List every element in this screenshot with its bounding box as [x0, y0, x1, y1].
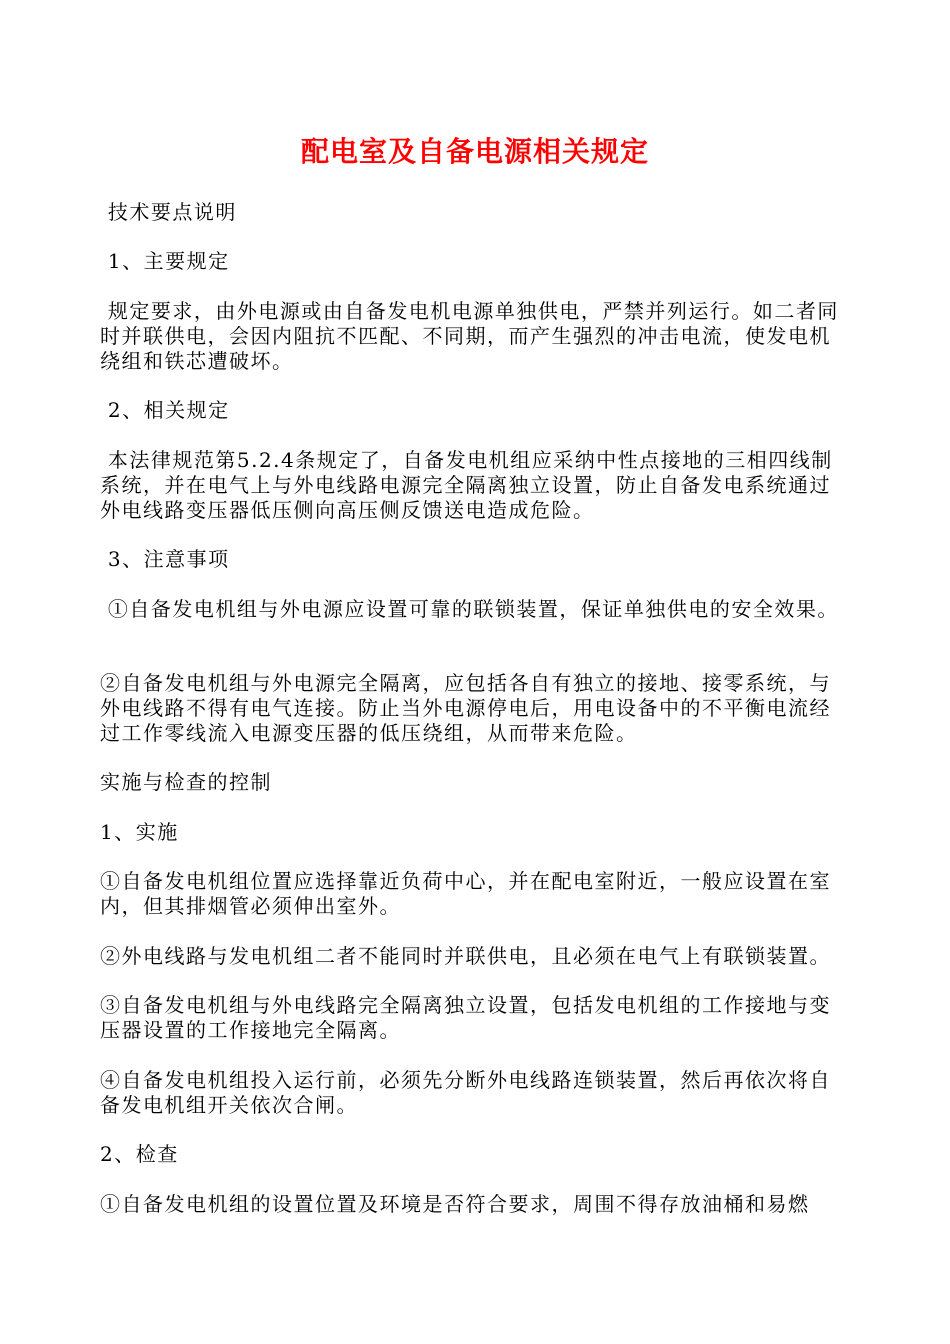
paragraph-implementation-4: ④自备发电机组投入运行前，必须先分断外电线路连锁装置，然后再依次将自备发电机组开关依次合闸。 — [100, 1068, 831, 1117]
paragraph-note-2: ②自备发电机组与外电源完全隔离，应包括各自有独立的接地、接零系统，与外电线路不得有电气连接。防止当外电源停电后，用电设备中的不平衡电流经过工作零线流入电源变压器的低压绕组，从而带来危险。 — [100, 671, 831, 745]
section-heading-implementation-control: 实施与检查的控制 — [100, 770, 272, 794]
document-title: 配电室及自备电源相关规定 — [300, 135, 649, 168]
section-heading-inspection: 2、检查 — [100, 1142, 179, 1166]
section-heading-main-rules: 1、主要规定 — [100, 249, 230, 273]
paragraph-implementation-1: ①自备发电机组位置应选择靠近负荷中心，并在配电室附近，一般应设置在室内，但其排烟管必须伸出室外。 — [100, 869, 831, 918]
paragraph-inspection-1: ①自备发电机组的设置位置及环境是否符合要求，周围不得存放油桶和易燃 — [100, 1192, 810, 1216]
section-heading-implementation: 1、实施 — [100, 820, 179, 844]
section-heading-related-rules: 2、相关规定 — [100, 398, 230, 422]
paragraph-implementation-3: ③自备发电机组与外电线路完全隔离独立设置，包括发电机组的工作接地与变压器设置的工作接地完全隔离。 — [100, 993, 831, 1042]
paragraph-implementation-2: ②外电线路与发电机组二者不能同时并联供电，且必须在电气上有联锁装置。 — [100, 944, 831, 968]
paragraph-related-rules: 本法律规范第5.2.4条规定了，自备发电机组应采纳中性点接地的三相四线制系统，并在电气上与外电线路电源完全隔离独立设置，防止自备发电系统通过外电线路变压器低压侧向高压侧反馈送电造成危险。 — [100, 448, 833, 522]
section-heading-notes: 3、注意事项 — [100, 547, 230, 571]
paragraph-note-1: ①自备发电机组与外电源应设置可靠的联锁装置，保证单独供电的安全效果。 — [100, 597, 839, 621]
paragraph-main-rules: 规定要求，由外电源或由自备发电机电源单独供电，严禁并列运行。如二者同时并联供电，会因内阻抗不匹配、不同期，而产生强烈的冲击电流，使发电机绕组和铁芯遭破坏。 — [100, 299, 839, 373]
section-heading-tech-points: 技术要点说明 — [100, 200, 237, 224]
